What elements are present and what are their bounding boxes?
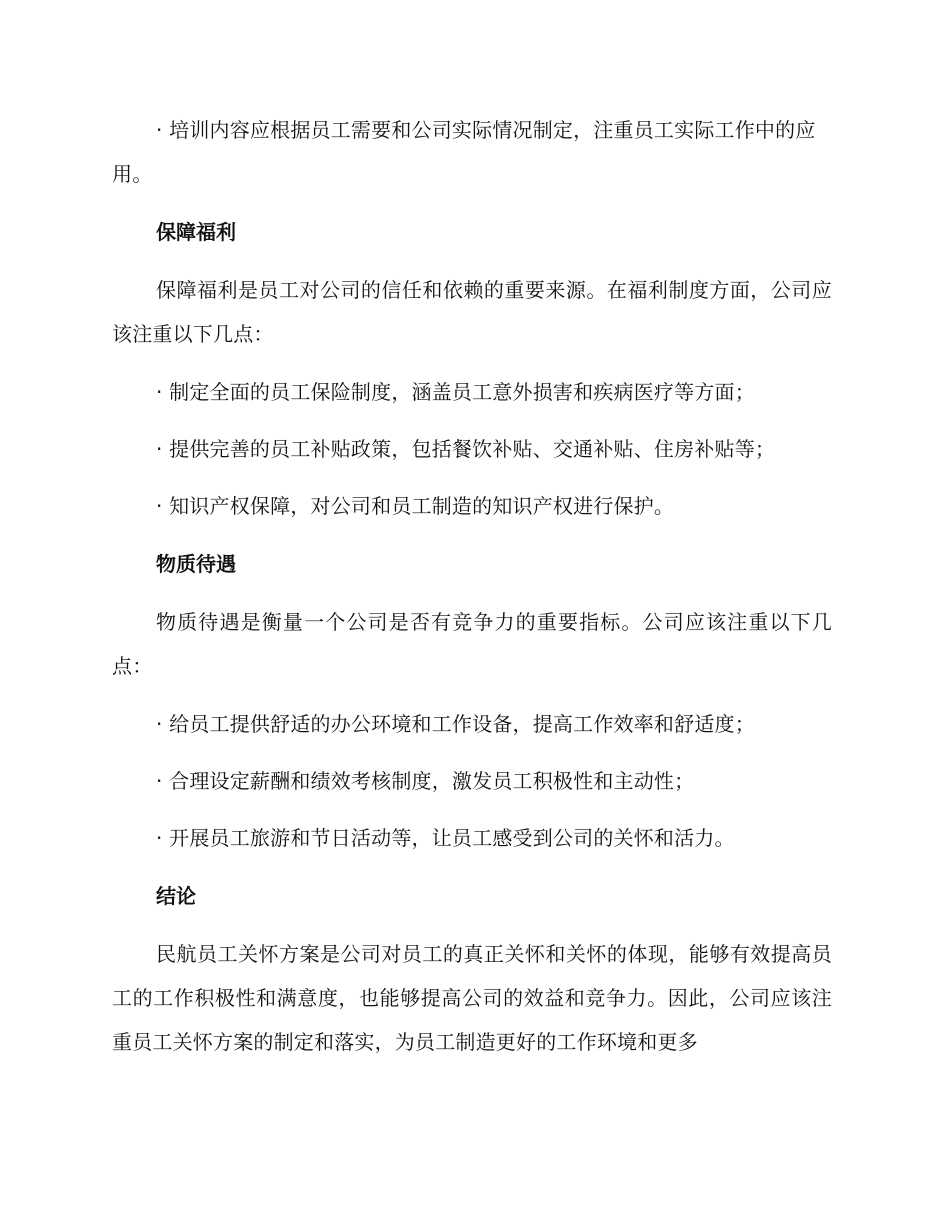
bullet-insurance: · 制定全面的员工保险制度，涵盖员工意外损害和疾病医疗等方面； [156,380,755,404]
paragraph-conclusion: 民航员工关怀方案是公司对员工的真正关怀和关怀的体现，能够有效提高员工的工作积极性和满意度，也能够提高公司的效益和竞争力。因此，公司应该注重员工关怀方案的制定和落实，为员工制造更好的工作环境和更多 [112,942,832,1054]
bullet-subsidy: · 提供完善的员工补贴政策，包括餐饮补贴、交通补贴、住房补贴等； [156,437,776,461]
bullet-ip-protection: · 知识产权保障，对公司和员工制造的知识产权进行保护。 [156,494,675,518]
section-heading-welfare: 保障福利 [156,220,236,244]
bullet-office-environment: · 给员工提供舒适的办公环境和工作设备，提高工作效率和舒适度； [156,712,755,736]
paragraph-welfare-intro: 保障福利是员工对公司的信任和依赖的重要来源。在福利制度方面，公司应该注重以下几点： [112,278,832,346]
bullet-training-content: · 培训内容应根据员工需要和公司实际情况制定，注重员工实际工作中的应用。 [112,118,816,186]
section-heading-material: 物质待遇 [156,552,236,576]
document-body [112,108,832,1064]
bullet-compensation: · 合理设定薪酬和绩效考核制度，激发员工积极性和主动性； [156,769,695,793]
paragraph-material-intro: 物质待遇是衡量一个公司是否有竞争力的重要指标。公司应该注重以下几点： [112,610,832,678]
section-heading-conclusion: 结论 [156,884,196,908]
bullet-activities: · 开展员工旅游和节日活动等，让员工感受到公司的关怀和活力。 [156,826,735,850]
